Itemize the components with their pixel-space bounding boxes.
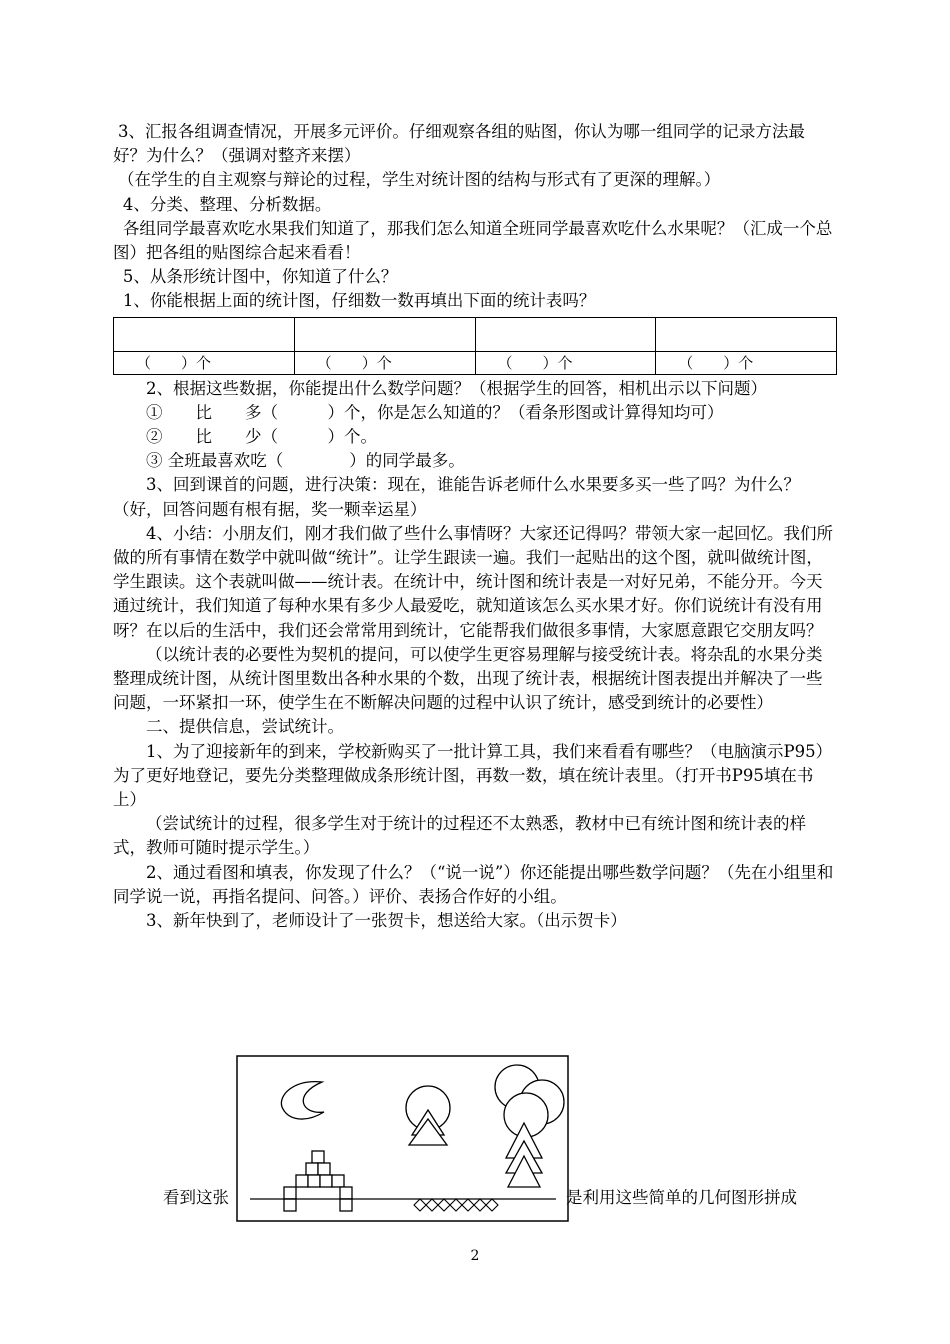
square-shape	[306, 1163, 318, 1175]
moon-icon	[281, 1082, 324, 1119]
table-row	[114, 317, 837, 351]
greeting-card-illustration	[236, 1055, 570, 1223]
table-cell-count[interactable]: （ ）个	[294, 351, 475, 374]
table-cell-empty[interactable]	[656, 317, 837, 351]
section-heading-2: 二、提供信息，尝试统计。	[146, 717, 344, 737]
question-item-1: ① 比 多（ ）个，你是怎么知道的？（看条形图或计算得知均可）	[146, 402, 724, 422]
square-shape	[318, 1163, 330, 1175]
paragraph-note-2: （以统计表的必要性为契机的提问，可以使学生更容易理解与接受统计表。将杂乱的水果分类整理成统计图，从统计图里数出各种水果的个数，出现了统计表，根据统计图表提出并解决了一些问题，一环紧扣一环，使学生在不断解决问题的过程中认识了统计，感受到统计的必要性）	[113, 644, 823, 713]
table-cell-empty[interactable]	[294, 317, 475, 351]
paragraph-greeting-card: 3、新年快到了，老师设计了一张贺卡，想送给大家。（出示贺卡）	[146, 911, 627, 931]
paragraph-step-4: 4、分类、整理、分析数据。	[122, 194, 332, 214]
document-body	[113, 120, 837, 933]
table-cell-empty[interactable]	[114, 317, 295, 351]
square-shape	[312, 1151, 324, 1163]
table-cell-count[interactable]: （ ）个	[114, 351, 295, 374]
table-cell-empty[interactable]	[475, 317, 656, 351]
paragraph-new-year: 1、为了迎接新年的到来，学校新购买了一批计算工具，我们来看看有哪些？（电脑演示P95）为了更好地登记，要先分类整理做成条形统计图，再数一数，填在统计表里。（打开书P95填在书上）	[113, 741, 833, 810]
question-item-2: ② 比 少（ ）个。	[146, 427, 377, 447]
statistics-table	[113, 317, 837, 375]
paragraph-summary: 4、小结：小朋友们，刚才我们做了些什么事情呀？大家还记得吗？带领大家一起回忆。我们所做的所有事情在数学中就叫做“统计”。让学生跟读一遍。我们一起贴出的这个图，就叫做统计图，学生跟读。这个表就叫做——统计表。在统计中，统计图和统计表是一对好兄弟，不能分开。今天通过统计，我们知道了每种水果有多少人最爱吃，就知道该怎么买水果才好。你们说统计有没有用呀？在以后的生活中，我们还会常常用到统计，它能帮我们做很多事情，大家愿意跟它交朋友吗？	[113, 523, 833, 640]
card-caption-right: 是利用这些简单的几何图形拼成	[566, 1188, 797, 1207]
square-shape	[320, 1175, 332, 1187]
square-shape	[308, 1175, 320, 1187]
question-item-3: ③ 全班最喜欢吃（ ）的同学最多。	[146, 451, 465, 471]
card-caption-left: 看到这张	[163, 1188, 229, 1207]
paragraph-report: 3、汇报各组调查情况，开展多元评价。仔细观察各组的贴图，你认为哪一组同学的记录方法最好？为什么？（强调对整齐来摆）	[113, 122, 805, 166]
paragraph-decision: 3、回到课首的问题，进行决策：现在，谁能告诉老师什么水果要多买一些了吗？为什么？（好，回答问题有根有据，奖一颗幸运星）	[113, 475, 800, 519]
table-cell-count[interactable]: （ ）个	[475, 351, 656, 374]
square-shape	[296, 1175, 308, 1187]
paragraph-fill-table: 1、你能根据上面的统计图，仔细数一数再填出下面的统计表吗？	[122, 291, 596, 311]
square-shape	[284, 1199, 296, 1211]
diamond-row	[414, 1199, 498, 1211]
square-shape	[284, 1187, 296, 1199]
page-number: 2	[470, 1248, 480, 1264]
paragraph-step-5: 5、从条形统计图中，你知道了什么？	[122, 267, 398, 287]
paragraph-discuss: 2、通过看图和填表，你发现了什么？（“说一说”）你还能提出哪些数学问题？（先在小组里和同学说一说，再指名提问、问答。）评价、表扬合作好的小组。	[113, 862, 834, 906]
paragraph-question: 各组同学最喜欢吃水果我们知道了，那我们怎么知道全班同学最喜欢吃什么水果呢？（汇成一个总图）把各组的贴图综合起来看看！	[113, 218, 833, 263]
paragraph-note-1: （在学生的自主观察与辩论的过程，学生对统计图的结构与形式有了更深的理解。）	[117, 170, 721, 190]
table-row	[114, 351, 837, 374]
paragraph-note-3: （尝试统计的过程，很多学生对于统计的过程还不太熟悉，教材中已有统计图和统计表的样式，教师可随时提示学生。）	[113, 814, 806, 858]
square-shape	[332, 1175, 344, 1187]
table-cell-count[interactable]: （ ）个	[656, 351, 837, 374]
square-shape	[340, 1199, 352, 1211]
square-shape	[340, 1187, 352, 1199]
paragraph-math-question: 2、根据这些数据，你能提出什么数学问题？（根据学生的回答，相机出示以下问题）	[146, 378, 767, 398]
